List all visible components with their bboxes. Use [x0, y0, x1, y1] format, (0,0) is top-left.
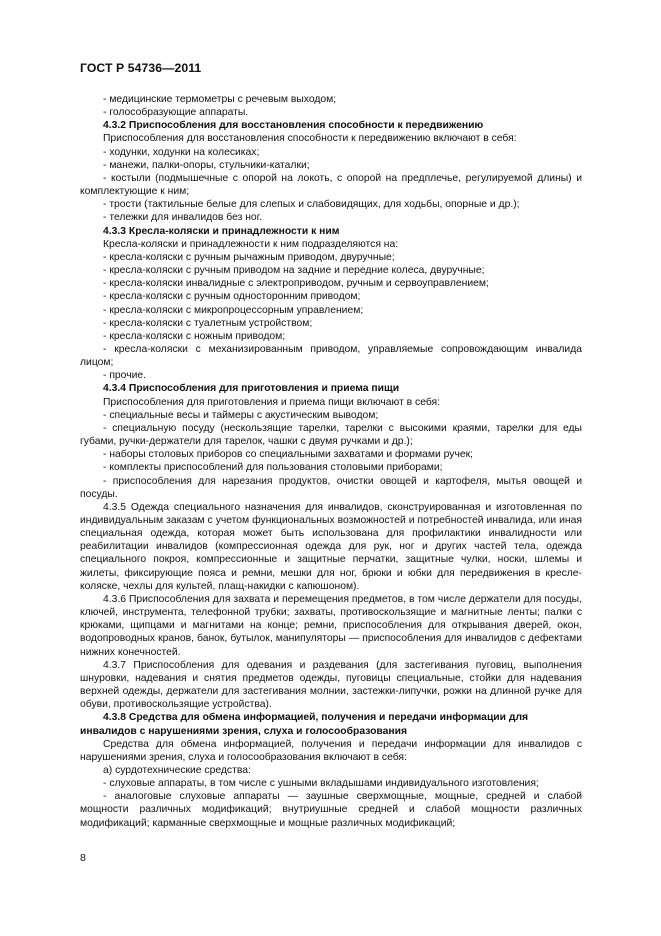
- list-item: - трости (тактильные белые для слепых и слабовидящих, для ходьбы, опорные и др.);: [103, 199, 520, 211]
- list-item: - специальную посуду (нескользящие тарелки, тарелки с высокими краями, тарелки для еды губами, ручки-держатели для тарелок, чашки с двумя ручками и др.);: [80, 422, 582, 448]
- paragraph: Приспособления для восстановления способности к передвижению включают в себя:: [103, 133, 517, 145]
- section-heading: 4.3.3 Кресла-коляски и принадлежности к ним: [103, 225, 340, 237]
- paragraph: 4.3.7 Приспособления для одевания и раздевания (для застегивания пуговиц, выполнения шнуровки, надевания и снятия предметов одежды, пуговицы специальные, стойки для надевания верхней одежды, держатели для застегивания молнии, застежки-липучки, рожки на длинной ручке для обуви, противоскользящие устройства).: [80, 659, 582, 711]
- document-header: ГОСТ Р 54736—2011: [80, 61, 202, 75]
- list-item: - кресла-коляски с туалетным устройством;: [103, 317, 313, 329]
- list-item: - прочие.: [103, 370, 146, 382]
- paragraph: 4.3.6 Приспособления для захвата и перемещения предметов, в том числе держатели для посуды, ключей, инструмента, телефонной трубки; захваты, противоскользящие и магнитные ленты; палки с крюками, щипцами и магнитами на конце; ремни, приспособления для открывания дверей, окон, водопроводных кранов, банок, бутылок, манипуляторы — приспособления для инвалидов с дефектами нижних конечностей.: [80, 593, 582, 658]
- list-item: - кресла-коляски с микропроцессорным управлением;: [103, 304, 364, 316]
- list-item: - медицинские термометры с речевым выходом;: [103, 94, 337, 105]
- paragraph: Приспособления для приготовления и приема пищи включают в себя:: [103, 396, 441, 408]
- list-item: - кресла-коляски с ручным рычажным приводом, двуручные;: [103, 251, 395, 263]
- list-item: - манежи, палки-опоры, стульчики-каталки;: [103, 159, 310, 171]
- list-item: - приспособления для нарезания продуктов, очистки овощей и картофеля, мытья овощей и посуды.: [80, 475, 582, 500]
- list-item: - комплекты приспособлений для пользования столовыми приборами;: [103, 462, 443, 474]
- list-item: - слуховые аппараты, в том числе с ушными вкладышами индивидуального изготовления;: [103, 778, 539, 790]
- list-item: - аналоговые слуховые аппараты — заушные сверхмощные, мощные, средней и слабой мощности различных модификаций; внутриушные средней и слабой мощности различных модификаций; карманные сверхмощные и мощные различных модификаций;: [80, 791, 582, 829]
- list-item: - кресла-коляски инвалидные с электроприводом, ручным и сервоуправлением;: [103, 278, 489, 290]
- document-body: [80, 93, 582, 830]
- list-item: - ходунки, ходунки на колесиках;: [103, 146, 260, 158]
- section-heading: 4.3.4 Приспособления для приготовления и приема пищи: [103, 383, 400, 395]
- list-item: - голособразующие аппараты.: [103, 107, 249, 119]
- paragraph: Кресла-коляски и принадлежности к ним подразделяются на:: [103, 238, 399, 250]
- section-heading: 4.3.8 Средства для обмена информацией, получения и передачи информации для инвалидов с нарушениями зрения, слуха и голосообразования: [80, 712, 529, 737]
- list-item: а) сурдотехнические средства:: [103, 764, 251, 776]
- list-item: - кресла-коляски с механизированным приводом, управляемые сопровождающим инвалида лицом;: [80, 343, 582, 369]
- list-item: - кресла-коляски с ножным приводом;: [103, 330, 286, 342]
- list-item: - наборы столовых приборов со специальными захватами и формами ручек;: [103, 449, 473, 461]
- paragraph: 4.3.5 Одежда специального назначения для инвалидов, сконструированная и изготовленная по индивидуальным заказам с учетом функциональных возможностей и потребностей инвалида, или иная специальная одежда, которая может быть использована для профилактики инвалидности или реабилитации инвалидов (компрессионная одежда для рук, ног и других частей тела, одежда специального покроя, компрессионные и защитные перчатки, защитные чулки, носки, шлемы и жилеты, фиксирующие пояса и ремни, мешки для ног, брюки и юбки для передвижения в кресле-коляске, чехлы для культей, плащ-накидки с капюшоном).: [80, 501, 582, 592]
- list-item: - кресла-коляски с ручным приводом на задние и передние колеса, двуручные;: [103, 265, 485, 277]
- list-item: - костыли (подмышечные с опорой на локоть, с опорой на предплечье, регулируемой длины) и комплектующие к ним;: [80, 172, 582, 198]
- list-item: - кресла-коляски с ручным односторонним приводом;: [103, 291, 361, 303]
- list-item: - специальные весы и таймеры с акустическим выводом;: [103, 409, 379, 421]
- list-item: - тележки для инвалидов без ног.: [103, 212, 263, 224]
- paragraph: Средства для обмена информацией, получения и передачи информации для инвалидов с нарушениями зрения, слуха и голосообразования включают в себя:: [80, 738, 582, 763]
- section-heading: 4.3.2 Приспособления для восстановления способности к передвижению: [103, 120, 484, 132]
- page-number: 8: [80, 852, 86, 864]
